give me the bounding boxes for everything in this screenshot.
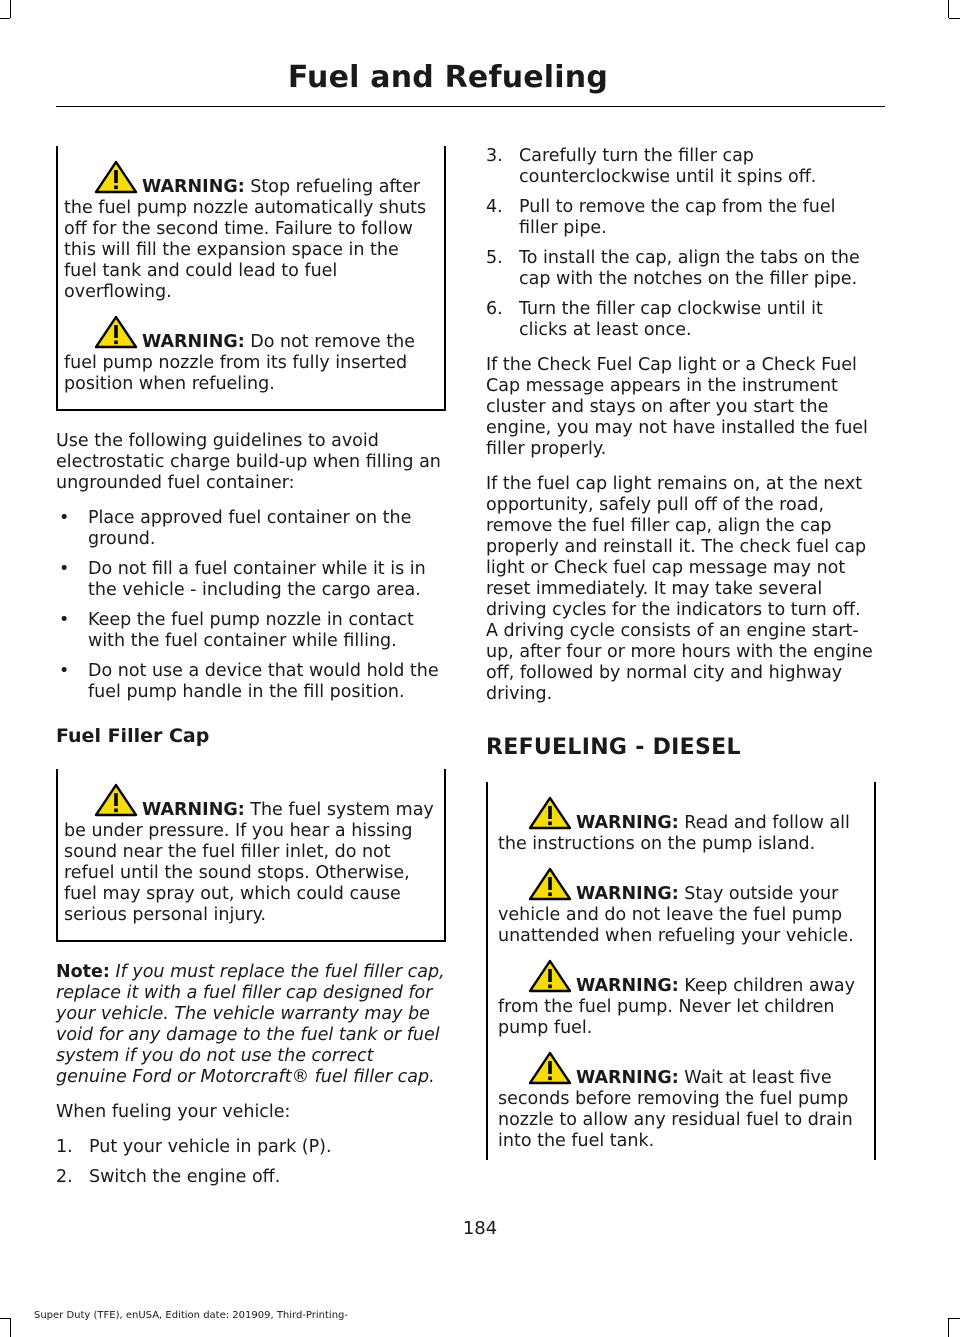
warning-triangle-icon (94, 315, 138, 349)
list-item-text: Place approved fuel container on the ground. (88, 508, 412, 549)
crop-mark-bottom-left-h (0, 1318, 10, 1319)
warning-box-diesel (486, 782, 876, 1160)
warning-label: WARNING: (142, 800, 245, 820)
warning-triangle-icon (528, 959, 572, 993)
step-text: Turn the filler cap clockwise until it clicks at least once. (519, 299, 823, 340)
crop-mark-bottom-right-v (948, 1318, 949, 1337)
crop-mark-top-right-v (948, 0, 949, 18)
warning-text: Do not remove the fuel pump nozzle from its fully inserted position when refueling. (64, 332, 415, 394)
warning-label: WARNING: (142, 177, 245, 197)
list-item (56, 1137, 446, 1158)
header-divider (56, 106, 885, 107)
fuel-filler-cap-heading: Fuel Filler Cap (56, 725, 210, 747)
warning-box-fuel-cap (56, 769, 446, 942)
step-number: 4. (486, 197, 503, 217)
crop-mark-top-left-v (10, 0, 11, 18)
page-title: Fuel and Refueling (287, 60, 608, 95)
warning-triangle-icon (528, 867, 572, 901)
warning-triangle-icon (94, 783, 138, 817)
step-text: Carefully turn the filler cap counterclockwise until it spins off. (519, 146, 817, 187)
fueling-steps-list-continued (486, 146, 876, 341)
list-item (56, 661, 446, 703)
list-item-text: Do not use a device that would hold the fuel pump handle in the fill position. (88, 661, 439, 702)
list-item (486, 197, 876, 239)
list-item-text: Keep the fuel pump nozzle in contact with the fuel container while filling. (88, 610, 414, 651)
warning-label: WARNING: (576, 813, 679, 833)
list-item-text: Do not fill a fuel container while it is in the vehicle - including the cargo area. (88, 559, 426, 600)
warning-text: Wait at least five seconds before removing the fuel pump nozzle to allow any residual fuel to drain into the fuel tank. (498, 1068, 853, 1151)
electrostatic-guidelines-list (56, 508, 446, 703)
fuel-cap-note (56, 962, 446, 1088)
step-number: 3. (486, 146, 503, 166)
warning-text: Stay outside your vehicle and do not leave the fuel pump unattended when refueling your vehicle. (498, 884, 854, 946)
crop-mark-bottom-left-v (10, 1318, 11, 1337)
page-number: 184 (462, 1218, 498, 1239)
step-text: Pull to remove the cap from the fuel filler pipe. (519, 197, 836, 238)
list-item (486, 248, 876, 290)
step-text: To install the cap, align the tabs on the cap with the notches on the filler pipe. (519, 248, 860, 289)
left-column (56, 146, 446, 1202)
refueling-diesel-heading: REFUELING - DIESEL (486, 735, 741, 760)
note-label: Note: (56, 962, 110, 982)
list-item (56, 610, 446, 652)
bullet: • (59, 559, 70, 579)
warning-wait-five-seconds (498, 1051, 866, 1152)
warning-pump-island (498, 796, 866, 855)
list-item (486, 146, 876, 188)
list-item (56, 1167, 446, 1188)
step-number: 6. (486, 299, 503, 319)
fueling-intro: When fueling your vehicle: (56, 1102, 291, 1122)
crop-mark-top-right-h (949, 18, 960, 19)
list-item (56, 508, 446, 550)
warning-label: WARNING: (142, 332, 245, 352)
warning-text: The fuel system may be under pressure. If you hear a hissing sound near the fuel filler inlet, do not refuel until the sound stops. Otherwise, fuel may spray out, which could cause serious personal injury. (64, 800, 434, 925)
warning-triangle-icon (94, 160, 138, 194)
bullet: • (59, 610, 70, 630)
note-text: If you must replace the fuel filler cap, replace it with a fuel filler cap designed for your vehicle. The vehicle warranty may be void for any damage to the fuel tank or fuel system if you do not use the correct genuine Ford or Motorcraft® fuel filler cap. (56, 962, 445, 1087)
warning-box-refueling (56, 146, 446, 411)
warning-stay-outside (498, 867, 866, 947)
crop-mark-top-left-h (0, 18, 10, 19)
step-number: 2. (56, 1167, 73, 1187)
step-number: 5. (486, 248, 503, 268)
warning-text: Read and follow all the instructions on the pump island. (498, 813, 850, 854)
fueling-steps-list (56, 1137, 446, 1188)
bullet: • (59, 508, 70, 528)
check-fuel-cap-paragraph: If the Check Fuel Cap light or a Check Fuel Cap message appears in the instrument cluster and stays on after you start the engine, you may not have installed the fuel filler properly. (486, 355, 868, 459)
step-text: Put your vehicle in park (P). (89, 1137, 332, 1157)
right-column (486, 146, 876, 1180)
bullet: • (59, 661, 70, 681)
list-item (56, 559, 446, 601)
step-number: 1. (56, 1137, 73, 1157)
warning-triangle-icon (528, 796, 572, 830)
list-item (486, 299, 876, 341)
crop-mark-bottom-right-h (949, 1318, 960, 1319)
warning-label: WARNING: (576, 884, 679, 904)
warning-pressure (64, 783, 436, 926)
step-text: Switch the engine off. (89, 1167, 281, 1187)
warning-label: WARNING: (576, 976, 679, 996)
edition-footer: Super Duty (TFE), enUSA, Edition date: 201909, Third-Printing- (34, 1310, 349, 1321)
warning-label: WARNING: (576, 1068, 679, 1088)
warning-children (498, 959, 866, 1039)
warning-triangle-icon (528, 1051, 572, 1085)
electrostatic-intro: Use the following guidelines to avoid electrostatic charge build-up when filling an ungrounded fuel container: (56, 431, 441, 493)
warning-text: Stop refueling after the fuel pump nozzle automatically shuts off for the second time. Failure to follow this will fill the expansion space in the fuel tank and could lead to fuel overflowing. (64, 177, 427, 302)
warning-do-not-remove-nozzle (64, 315, 436, 395)
warning-stop-refueling (64, 160, 436, 303)
fuel-cap-light-paragraph: If the fuel cap light remains on, at the next opportunity, safely pull off of the road, remove the fuel filler cap, align the cap properly and reinstall it. The check fuel cap light or Check fuel cap message may not reset immediately. It may take several driving cycles for the indicators to turn off. A driving cycle consists of an engine start-up, after four or more hours with the engine off, followed by normal city and highway driving. (486, 474, 873, 704)
warning-text: Keep children away from the fuel pump. Never let children pump fuel. (498, 976, 855, 1038)
